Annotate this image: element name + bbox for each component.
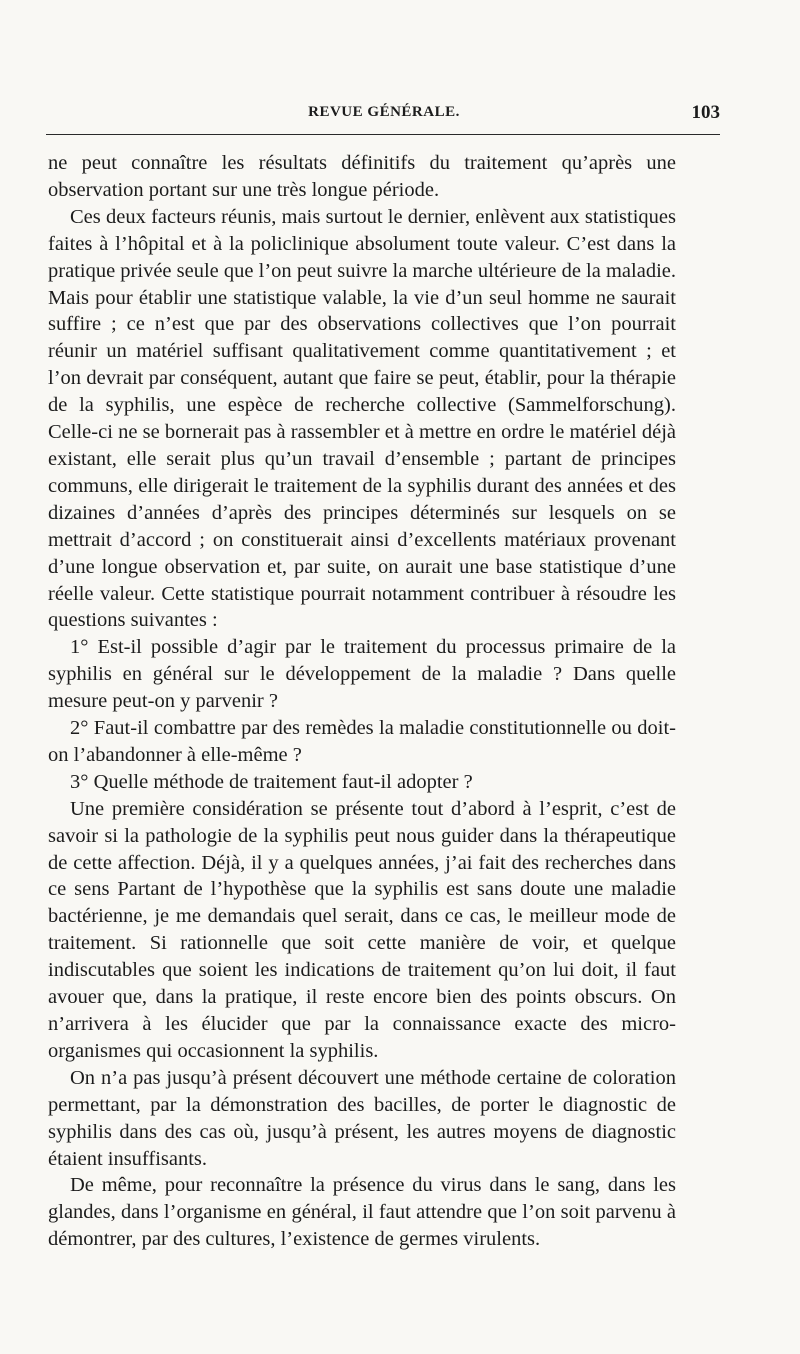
running-title: REVUE GÉNÉRALE.	[308, 104, 460, 120]
question-2: 2° Faut-il combattre par des remèdes la maladie constitutionnelle ou doit-on l’abandonner à elle-même ?	[48, 717, 676, 766]
paragraph-4: On n’a pas jusqu’à présent découvert une méthode certaine de coloration permettant, par la démonstration des bacilles, de porter le diagnostic de syphilis dans des cas où, jusqu’à présent, les autres moyens de diagnostic étaient insuffisants.	[48, 1066, 676, 1170]
header-rule	[46, 134, 720, 135]
page-number: 103	[691, 102, 720, 123]
body-text	[48, 150, 676, 1253]
running-header	[48, 104, 720, 126]
paragraph-3: Une première considération se présente tout d’abord à l’esprit, c’est de savoir si la pathologie de la syphilis peut nous guider dans la thérapeutique de cette affection. Déjà, il y a quelques années, j’ai fait des recherches dans ce sens Partant de l’hypothèse que la syphilis est sans doute une maladie bactérienne, je me demandais quel serait, dans ce cas, le meilleur mode de traitement. Si rationnelle que soit cette manière de voir, et quelque indiscutables que soient les indications de traitement qu’on lui doit, il faut avouer que, dans la pratique, il reste encore bien des points obscurs. On n’arrivera à les élucider que par la connaissance exacte des micro-organismes qui occasionnent la syphilis.	[48, 797, 676, 1062]
question-1: 1° Est-il possible d’agir par le traitement du processus primaire de la syphilis en général sur le développement de la maladie ? Dans quelle mesure peut-on y parvenir ?	[48, 636, 676, 713]
paragraph-2: Ces deux facteurs réunis, mais surtout le dernier, enlèvent aux statistiques faites à l’hôpital et à la policlinique absolument toute valeur. C’est dans la pratique privée seule que l’on peut suivre la marche ultérieure de la maladie. Mais pour établir une statistique valable, la vie d’un seul homme ne saurait suffire ; ce n’est que par des observations collectives que l’on pourrait réunir un matériel suffisant qualitativement comme quantitativement ; et l’on devrait par conséquent, autant que faire se peut, établir, pour la thérapie de la syphilis, une espèce de recherche collective (Sammelforschung). Celle-ci ne se bornerait pas à rassembler et à mettre en ordre le matériel déjà existant, elle serait plus qu’un travail d’ensemble ; partant de principes communs, elle dirigerait le traitement de la syphilis durant des années et des dizaines d’années d’après des principes déterminés sur lesquels on se mettrait d’accord ; on constituerait ainsi d’excellents matériaux provenant d’une longue observation et, par suite, on aurait une base statistique d’une réelle valeur. Cette statistique pourrait notamment contribuer à résoudre les questions suivantes :	[48, 205, 676, 632]
question-3: 3° Quelle méthode de traitement faut-il adopter ?	[70, 770, 473, 793]
paragraph-5: De même, pour reconnaître la présence du virus dans le sang, dans les glandes, dans l’organisme en général, il faut attendre que l’on soit parvenu à démontrer, par des cultures, l’existence de germes virulents.	[48, 1174, 676, 1251]
paragraph-1: ne peut connaître les résultats définitifs du traitement qu’après une observation portant sur une très longue période.	[48, 152, 676, 201]
